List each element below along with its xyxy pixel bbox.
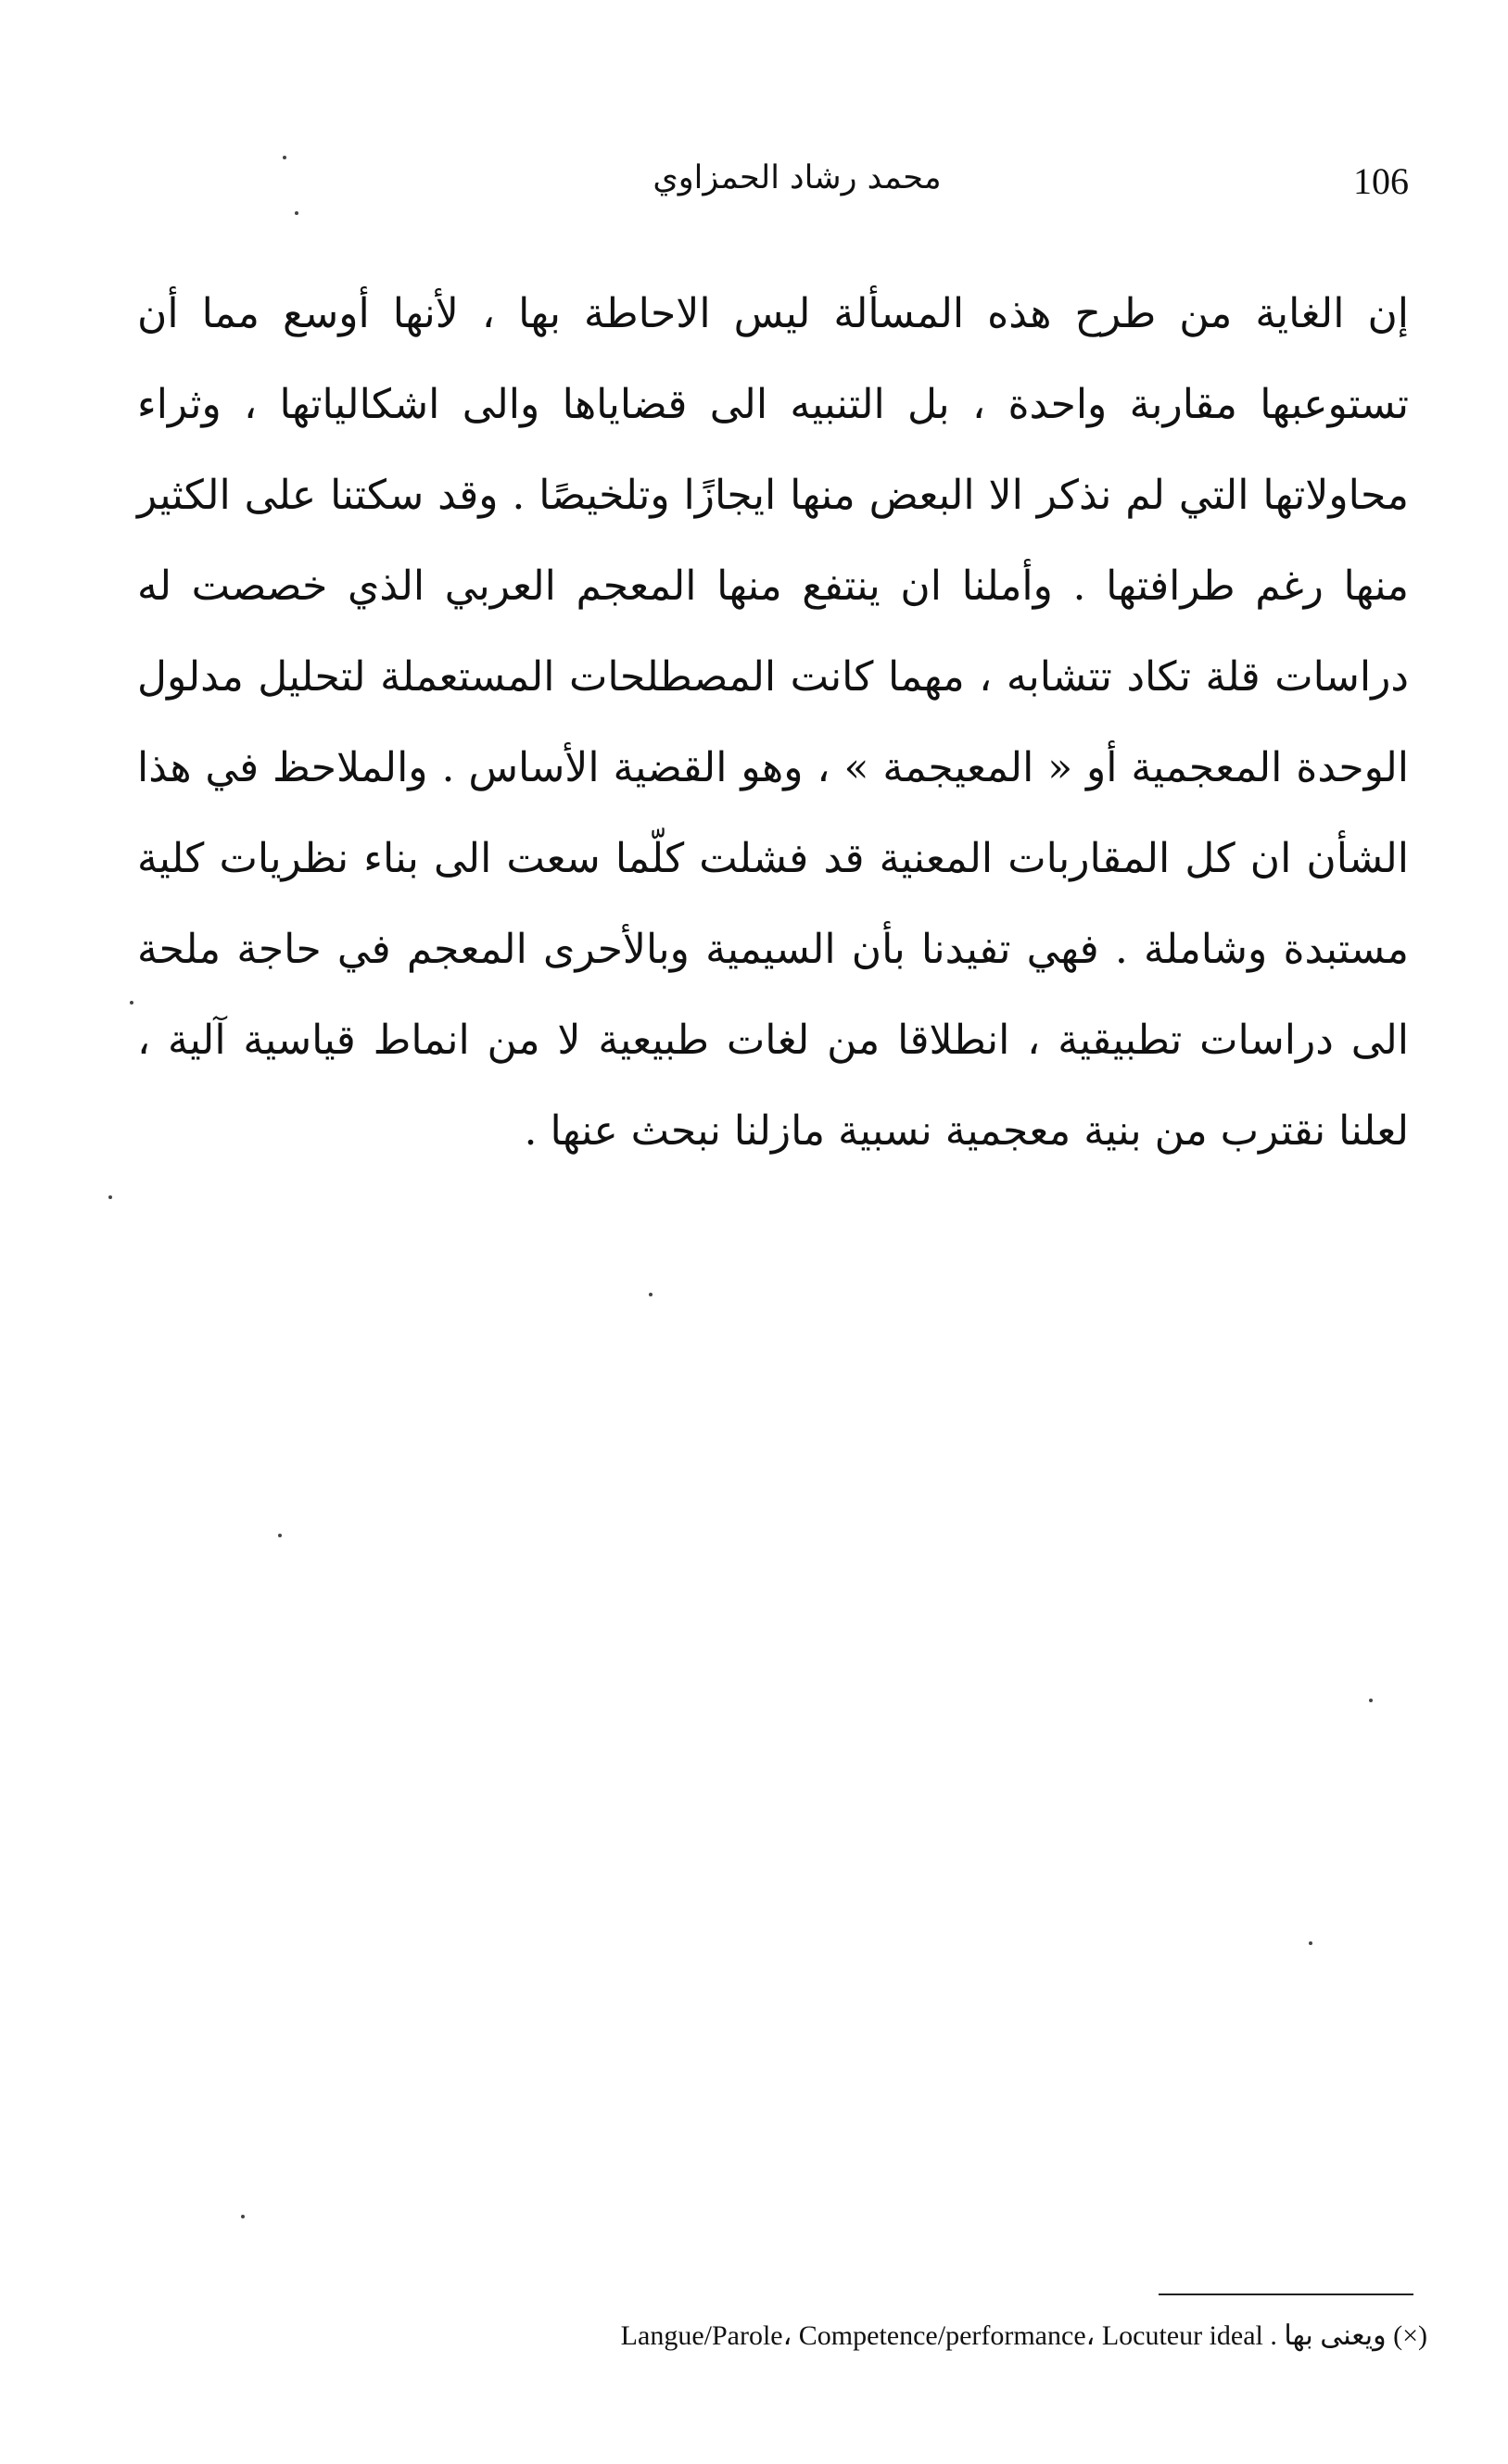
- text-line: الشأن ان كل المقاربات المعنية قد فشلت كلّما سعت الى بناء نظريات كلية: [137, 835, 1409, 882]
- text-line: الوحدة المعجمية أو « المعيجمة » ، وهو القضية الأساس . والملاحظ في هذا: [137, 744, 1409, 791]
- text-line: تستوعبها مقاربة واحدة ، بل التنبيه الى قضاياها والى اشكالياتها ، وثراء: [137, 381, 1409, 428]
- text-line: محاولاتها التي لم نذكر الا البعض منها ايجازًا وتلخيصًا . وقد سكتنا على الكثير: [137, 472, 1409, 519]
- text-line: منها رغم طرافتها . وأملنا ان ينتفع منها المعجم العربي الذي خصصت له: [137, 562, 1409, 610]
- text-line: دراسات قلة تكاد تتشابه ، مهما كانت المصطلحات المستعملة لتحليل مدلول: [137, 653, 1409, 701]
- text-line: إن الغاية من طرح هذه المسألة ليس الاحاطة بها ، لأنها أوسع مما أن: [137, 290, 1409, 337]
- scan-speck: [295, 211, 298, 215]
- footnote-divider: [1159, 2293, 1413, 2295]
- text-line: لعلنا نقترب من بنية معجمية نسبية مازلنا نبحث عنها .: [524, 1107, 1409, 1155]
- scan-speck: [241, 2215, 245, 2218]
- scan-speck: [108, 1195, 112, 1199]
- footnote-arabic-text: ويعنى بها: [1284, 2320, 1387, 2351]
- text-line: الى دراسات تطبيقية ، انطلاقا من لغات طبيعية لا من انماط قياسية آلية ،: [137, 1017, 1409, 1064]
- scan-speck: [1309, 1941, 1312, 1945]
- scan-speck: [1369, 1699, 1373, 1702]
- running-head: محمد رشاد الحمزاوي: [653, 159, 942, 196]
- scan-speck: [278, 1534, 282, 1537]
- scan-speck: [649, 1293, 653, 1296]
- page-number: 106: [1353, 160, 1409, 202]
- footnote-marker: (×): [1393, 2320, 1427, 2351]
- body-paragraph: [137, 269, 1409, 1177]
- footnote-latin-terms: Langue/Parole، Competence/performance، Locuteur ideal .: [620, 2320, 1277, 2351]
- scan-speck: [283, 156, 286, 159]
- page-header: [139, 158, 1409, 213]
- text-line: مستبدة وشاملة . فهي تفيدنا بأن السيمية وبالأحرى المعجم في حاجة ملحة: [137, 926, 1409, 973]
- footnote: [361, 2317, 1427, 2356]
- scan-speck: [130, 1001, 133, 1005]
